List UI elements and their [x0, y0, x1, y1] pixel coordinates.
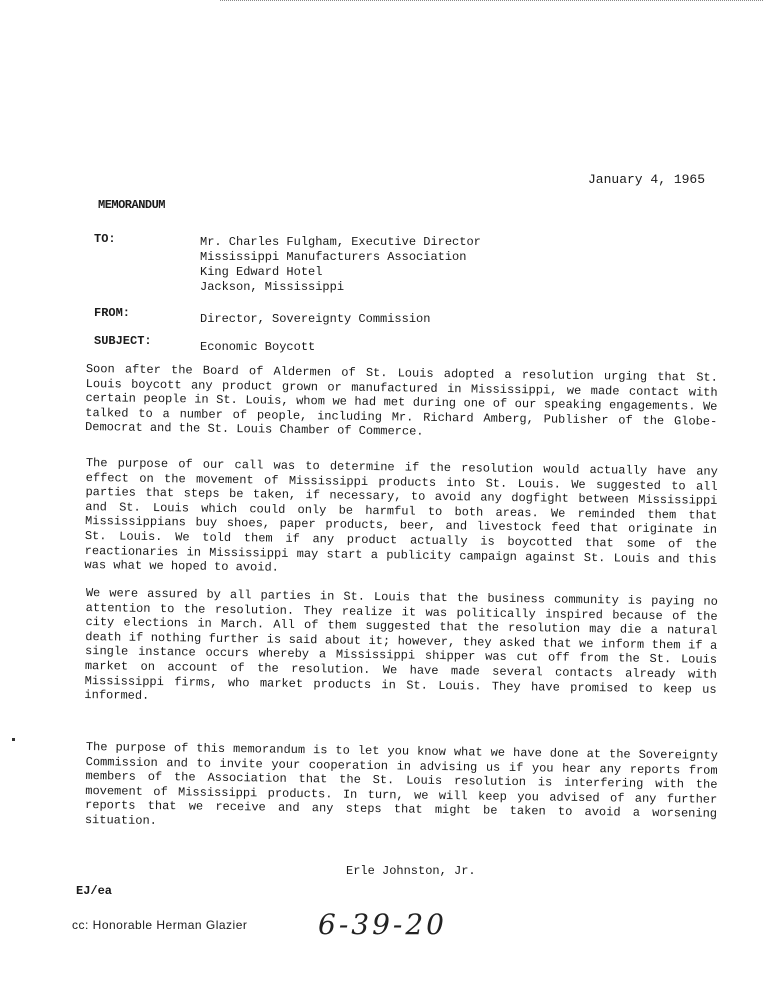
- from-label: FROM:: [94, 306, 131, 320]
- handwritten-file-number: 6-39-20: [318, 908, 447, 941]
- body-paragraph-4: The purpose of this memorandum is to let you know what we have done at the Sovereignty Commission and to invite your cooperation in advising us if you hear any reports from members of the Association that the St. Louis resolution is interfering with the movement of Mississippi products. In turn, we will keep you advised of any further reports that we receive and any steps that might be taken to avoid a worsening situation.: [84, 740, 718, 828]
- to-address: [200, 235, 481, 295]
- top-dotted-line: [220, 0, 763, 1]
- body-paragraph-3: We were assured by all parties in St. Louis that the business community is paying no attention to the resolution. They realize it was politically inspired because of the city elections in March. All of them suggested that the resolution may die a natural death if nothing further is said about it; however, they asked that we inform them if a single instance occurs whereby a Mississippi shipper was cut off from the St. Louis market on account of the resolution. We have made several contacts already with Mississippi firms, who market products in St. Louis. They have promised to keep us informed.: [84, 586, 718, 704]
- to-line: Mr. Charles Fulgham, Executive Director: [200, 235, 481, 249]
- body-paragraph-1: Soon after the Board of Aldermen of St. Louis adopted a resolution urging that St. Louis boycott any product grown or manufactured in Mississippi, we made contact with certain people in St. Louis, whom we had met during one of our speaking engagements. We talked to a number of people, including Mr. Richard Amberg, Publisher of the Globe-Democrat and the St. Louis Chamber of Commerce.: [84, 362, 718, 440]
- to-line: King Edward Hotel: [200, 265, 323, 279]
- typist-initials: EJ/ea: [76, 884, 113, 898]
- to-line: Jackson, Mississippi: [200, 280, 345, 294]
- memo-date: January 4, 1965: [588, 172, 706, 187]
- body-paragraph-2: The purpose of our call was to determine if the resolution would actually have any effect on the movement of Mississippi products into St. Louis. We suggested to all parties that steps be taken, if necessary, to avoid any dogfight between Mississippi and St. Louis which could only be harmful to both areas. We reminded them that Mississippians buy shoes, paper products, beer, and livestock feed that originate in St. Louis. We told them if any product actually is boycotted that some of the reactionaries in Mississippi may start a publicity campaign against St. Louis and this was what we hoped to avoid.: [84, 456, 718, 575]
- margin-mark: [12, 738, 15, 741]
- to-line: Mississippi Manufacturers Association: [200, 250, 467, 264]
- signature-name: Erle Johnston, Jr.: [346, 864, 476, 878]
- subject-value: Economic Boycott: [200, 340, 316, 354]
- carbon-copy-line: cc: Honorable Herman Glazier: [72, 918, 248, 932]
- from-value: Director, Sovereignty Commission: [200, 312, 431, 326]
- memo-heading: MEMORANDUM: [98, 198, 166, 212]
- to-label: TO:: [94, 232, 116, 246]
- subject-label: SUBJECT:: [94, 334, 152, 348]
